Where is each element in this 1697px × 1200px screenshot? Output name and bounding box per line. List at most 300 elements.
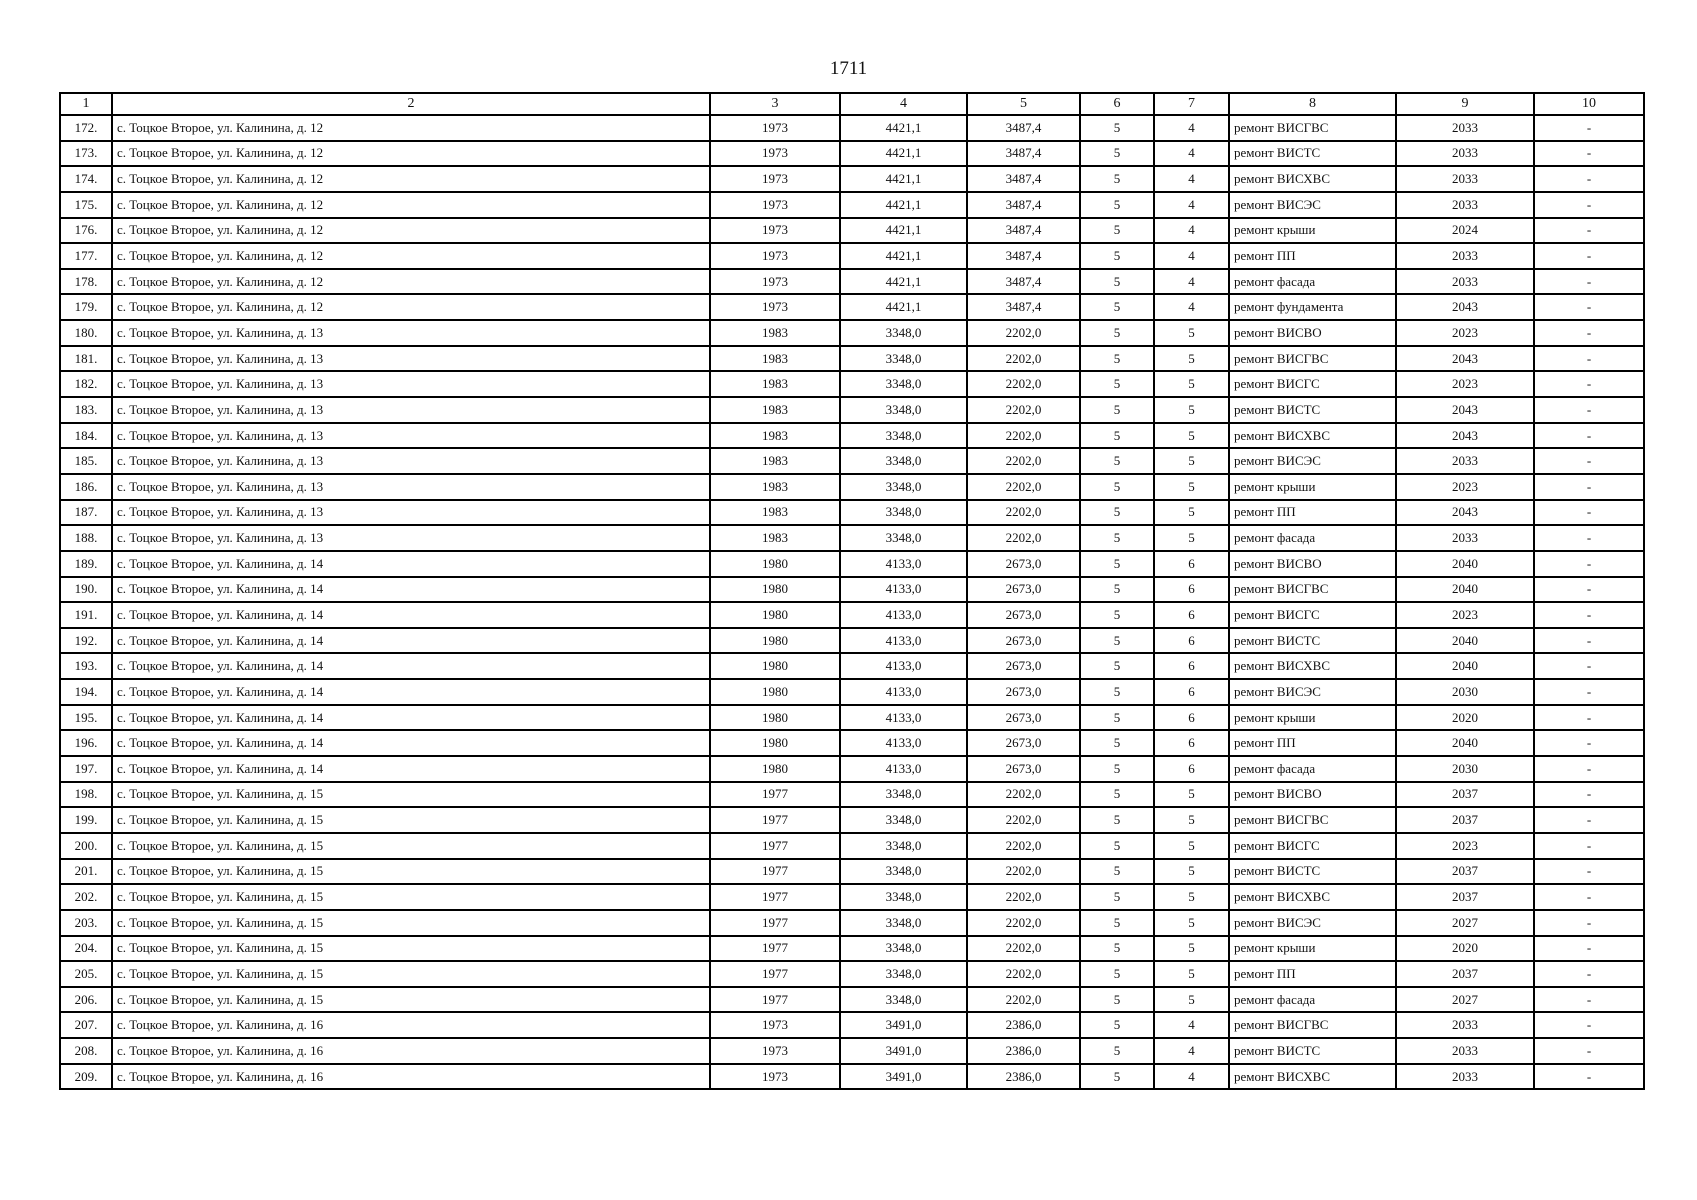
table-row <box>60 936 1644 962</box>
cell-year-built: 1983 <box>710 525 840 551</box>
cell-address: с. Тоцкое Второе, ул. Калинина, д. 12 <box>112 269 710 295</box>
cell-address: с. Тоцкое Второе, ул. Калинина, д. 12 <box>112 294 710 320</box>
cell-floors: 5 <box>1080 397 1154 423</box>
cell-living-area: 2673,0 <box>967 602 1080 628</box>
cell-work-type: ремонт фасада <box>1229 756 1396 782</box>
cell-floors: 5 <box>1080 218 1154 244</box>
cell-total-area: 3348,0 <box>840 936 967 962</box>
cell-floors: 5 <box>1080 807 1154 833</box>
cell-living-area: 2202,0 <box>967 448 1080 474</box>
table-row <box>60 577 1644 603</box>
cell-year-built: 1980 <box>710 577 840 603</box>
cell-note: - <box>1534 1012 1644 1038</box>
cell-entrances: 6 <box>1154 756 1229 782</box>
cell-year-built: 1983 <box>710 346 840 372</box>
cell-note: - <box>1534 679 1644 705</box>
cell-total-area: 4133,0 <box>840 577 967 603</box>
table-row <box>60 423 1644 449</box>
cell-planned-year: 2043 <box>1396 294 1534 320</box>
table-row <box>60 551 1644 577</box>
repair-program-table <box>59 92 1645 1090</box>
cell-note: - <box>1534 910 1644 936</box>
cell-floors: 5 <box>1080 705 1154 731</box>
cell-planned-year: 2037 <box>1396 782 1534 808</box>
cell-planned-year: 2024 <box>1396 218 1534 244</box>
cell-living-area: 2202,0 <box>967 346 1080 372</box>
cell-living-area: 2202,0 <box>967 525 1080 551</box>
cell-entrances: 4 <box>1154 1038 1229 1064</box>
cell-row-number: 173. <box>60 141 112 167</box>
cell-living-area: 3487,4 <box>967 141 1080 167</box>
table-row <box>60 1038 1644 1064</box>
cell-year-built: 1980 <box>710 551 840 577</box>
cell-total-area: 4421,1 <box>840 269 967 295</box>
cell-address: с. Тоцкое Второе, ул. Калинина, д. 14 <box>112 705 710 731</box>
cell-entrances: 6 <box>1154 602 1229 628</box>
cell-address: с. Тоцкое Второе, ул. Калинина, д. 12 <box>112 141 710 167</box>
cell-planned-year: 2033 <box>1396 269 1534 295</box>
cell-address: с. Тоцкое Второе, ул. Калинина, д. 13 <box>112 525 710 551</box>
cell-row-number: 202. <box>60 884 112 910</box>
cell-year-built: 1980 <box>710 679 840 705</box>
cell-work-type: ремонт крыши <box>1229 936 1396 962</box>
cell-entrances: 5 <box>1154 987 1229 1013</box>
cell-entrances: 6 <box>1154 653 1229 679</box>
col-header-6: 6 <box>1080 93 1154 115</box>
table-row <box>60 397 1644 423</box>
cell-living-area: 3487,4 <box>967 243 1080 269</box>
cell-address: с. Тоцкое Второе, ул. Калинина, д. 15 <box>112 987 710 1013</box>
cell-planned-year: 2033 <box>1396 192 1534 218</box>
cell-note: - <box>1534 218 1644 244</box>
table-row <box>60 705 1644 731</box>
cell-year-built: 1980 <box>710 705 840 731</box>
cell-entrances: 4 <box>1154 218 1229 244</box>
cell-row-number: 176. <box>60 218 112 244</box>
cell-note: - <box>1534 782 1644 808</box>
cell-address: с. Тоцкое Второе, ул. Калинина, д. 12 <box>112 218 710 244</box>
cell-row-number: 198. <box>60 782 112 808</box>
cell-entrances: 4 <box>1154 1064 1229 1090</box>
cell-note: - <box>1534 653 1644 679</box>
cell-year-built: 1977 <box>710 910 840 936</box>
cell-work-type: ремонт фасада <box>1229 987 1396 1013</box>
cell-note: - <box>1534 371 1644 397</box>
cell-planned-year: 2040 <box>1396 577 1534 603</box>
cell-living-area: 2202,0 <box>967 500 1080 526</box>
cell-floors: 5 <box>1080 628 1154 654</box>
cell-total-area: 3348,0 <box>840 859 967 885</box>
cell-work-type: ремонт ВИСЭС <box>1229 448 1396 474</box>
cell-living-area: 2202,0 <box>967 807 1080 833</box>
cell-living-area: 2386,0 <box>967 1064 1080 1090</box>
cell-row-number: 204. <box>60 936 112 962</box>
cell-work-type: ремонт крыши <box>1229 705 1396 731</box>
cell-work-type: ремонт ВИСХВС <box>1229 884 1396 910</box>
cell-address: с. Тоцкое Второе, ул. Калинина, д. 16 <box>112 1064 710 1090</box>
cell-living-area: 2673,0 <box>967 653 1080 679</box>
cell-planned-year: 2040 <box>1396 551 1534 577</box>
cell-note: - <box>1534 115 1644 141</box>
cell-note: - <box>1534 577 1644 603</box>
cell-address: с. Тоцкое Второе, ул. Калинина, д. 13 <box>112 371 710 397</box>
table-row <box>60 679 1644 705</box>
cell-planned-year: 2033 <box>1396 1038 1534 1064</box>
cell-row-number: 196. <box>60 730 112 756</box>
cell-row-number: 178. <box>60 269 112 295</box>
cell-living-area: 2202,0 <box>967 833 1080 859</box>
cell-work-type: ремонт ПП <box>1229 243 1396 269</box>
cell-floors: 5 <box>1080 577 1154 603</box>
cell-planned-year: 2030 <box>1396 756 1534 782</box>
cell-entrances: 6 <box>1154 679 1229 705</box>
cell-year-built: 1980 <box>710 730 840 756</box>
cell-total-area: 4133,0 <box>840 705 967 731</box>
cell-total-area: 4421,1 <box>840 115 967 141</box>
header-row <box>60 93 1644 115</box>
cell-floors: 5 <box>1080 910 1154 936</box>
cell-row-number: 180. <box>60 320 112 346</box>
cell-row-number: 194. <box>60 679 112 705</box>
cell-year-built: 1973 <box>710 243 840 269</box>
cell-planned-year: 2020 <box>1396 936 1534 962</box>
cell-floors: 5 <box>1080 987 1154 1013</box>
cell-planned-year: 2023 <box>1396 371 1534 397</box>
cell-floors: 5 <box>1080 294 1154 320</box>
cell-floors: 5 <box>1080 859 1154 885</box>
col-header-4: 4 <box>840 93 967 115</box>
cell-address: с. Тоцкое Второе, ул. Калинина, д. 13 <box>112 423 710 449</box>
cell-row-number: 190. <box>60 577 112 603</box>
cell-row-number: 192. <box>60 628 112 654</box>
cell-entrances: 6 <box>1154 628 1229 654</box>
cell-address: с. Тоцкое Второе, ул. Калинина, д. 13 <box>112 346 710 372</box>
cell-floors: 5 <box>1080 269 1154 295</box>
cell-floors: 5 <box>1080 448 1154 474</box>
cell-planned-year: 2040 <box>1396 730 1534 756</box>
cell-note: - <box>1534 500 1644 526</box>
cell-row-number: 200. <box>60 833 112 859</box>
cell-note: - <box>1534 320 1644 346</box>
cell-year-built: 1973 <box>710 141 840 167</box>
cell-note: - <box>1534 705 1644 731</box>
cell-address: с. Тоцкое Второе, ул. Калинина, д. 13 <box>112 397 710 423</box>
cell-work-type: ремонт ВИСЭС <box>1229 910 1396 936</box>
table-row <box>60 346 1644 372</box>
cell-year-built: 1977 <box>710 961 840 987</box>
cell-note: - <box>1534 987 1644 1013</box>
cell-planned-year: 2033 <box>1396 166 1534 192</box>
cell-living-area: 2202,0 <box>967 320 1080 346</box>
cell-row-number: 184. <box>60 423 112 449</box>
cell-floors: 5 <box>1080 679 1154 705</box>
cell-row-number: 208. <box>60 1038 112 1064</box>
cell-floors: 5 <box>1080 320 1154 346</box>
cell-work-type: ремонт ВИСВО <box>1229 320 1396 346</box>
cell-living-area: 2386,0 <box>967 1012 1080 1038</box>
cell-entrances: 5 <box>1154 884 1229 910</box>
cell-entrances: 4 <box>1154 141 1229 167</box>
cell-row-number: 188. <box>60 525 112 551</box>
cell-address: с. Тоцкое Второе, ул. Калинина, д. 14 <box>112 602 710 628</box>
table-row <box>60 192 1644 218</box>
cell-total-area: 3348,0 <box>840 987 967 1013</box>
cell-row-number: 177. <box>60 243 112 269</box>
cell-work-type: ремонт ВИСГВС <box>1229 346 1396 372</box>
cell-total-area: 4421,1 <box>840 141 967 167</box>
cell-floors: 5 <box>1080 166 1154 192</box>
cell-year-built: 1983 <box>710 474 840 500</box>
page-number: 1711 <box>829 58 868 79</box>
cell-planned-year: 2023 <box>1396 474 1534 500</box>
cell-row-number: 186. <box>60 474 112 500</box>
cell-planned-year: 2033 <box>1396 243 1534 269</box>
cell-entrances: 5 <box>1154 807 1229 833</box>
cell-note: - <box>1534 807 1644 833</box>
cell-total-area: 4133,0 <box>840 653 967 679</box>
cell-note: - <box>1534 397 1644 423</box>
cell-living-area: 3487,4 <box>967 115 1080 141</box>
cell-floors: 5 <box>1080 115 1154 141</box>
cell-floors: 5 <box>1080 551 1154 577</box>
cell-address: с. Тоцкое Второе, ул. Калинина, д. 14 <box>112 653 710 679</box>
table-row <box>60 500 1644 526</box>
cell-address: с. Тоцкое Второе, ул. Калинина, д. 12 <box>112 243 710 269</box>
cell-address: с. Тоцкое Второе, ул. Калинина, д. 14 <box>112 628 710 654</box>
cell-entrances: 4 <box>1154 294 1229 320</box>
cell-address: с. Тоцкое Второе, ул. Калинина, д. 14 <box>112 577 710 603</box>
cell-year-built: 1977 <box>710 936 840 962</box>
cell-year-built: 1977 <box>710 859 840 885</box>
cell-total-area: 3348,0 <box>840 807 967 833</box>
cell-planned-year: 2030 <box>1396 679 1534 705</box>
cell-address: с. Тоцкое Второе, ул. Калинина, д. 12 <box>112 166 710 192</box>
cell-total-area: 3348,0 <box>840 397 967 423</box>
cell-total-area: 3348,0 <box>840 371 967 397</box>
table-row <box>60 320 1644 346</box>
cell-note: - <box>1534 628 1644 654</box>
table-row <box>60 166 1644 192</box>
cell-entrances: 5 <box>1154 859 1229 885</box>
cell-work-type: ремонт ВИСВО <box>1229 782 1396 808</box>
cell-entrances: 5 <box>1154 961 1229 987</box>
cell-work-type: ремонт ВИСТС <box>1229 397 1396 423</box>
cell-year-built: 1973 <box>710 294 840 320</box>
cell-note: - <box>1534 448 1644 474</box>
cell-row-number: 179. <box>60 294 112 320</box>
cell-year-built: 1983 <box>710 320 840 346</box>
cell-address: с. Тоцкое Второе, ул. Калинина, д. 15 <box>112 807 710 833</box>
cell-row-number: 182. <box>60 371 112 397</box>
cell-row-number: 193. <box>60 653 112 679</box>
cell-note: - <box>1534 141 1644 167</box>
cell-row-number: 183. <box>60 397 112 423</box>
cell-year-built: 1980 <box>710 756 840 782</box>
cell-note: - <box>1534 961 1644 987</box>
cell-row-number: 185. <box>60 448 112 474</box>
cell-entrances: 5 <box>1154 397 1229 423</box>
cell-address: с. Тоцкое Второе, ул. Калинина, д. 12 <box>112 115 710 141</box>
cell-living-area: 2202,0 <box>967 936 1080 962</box>
cell-total-area: 3348,0 <box>840 884 967 910</box>
cell-year-built: 1977 <box>710 782 840 808</box>
cell-entrances: 4 <box>1154 243 1229 269</box>
cell-living-area: 3487,4 <box>967 218 1080 244</box>
table-row <box>60 115 1644 141</box>
cell-work-type: ремонт ВИСТС <box>1229 1038 1396 1064</box>
cell-note: - <box>1534 1038 1644 1064</box>
cell-entrances: 5 <box>1154 371 1229 397</box>
cell-note: - <box>1534 551 1644 577</box>
cell-note: - <box>1534 423 1644 449</box>
cell-total-area: 3348,0 <box>840 833 967 859</box>
cell-floors: 5 <box>1080 730 1154 756</box>
cell-living-area: 3487,4 <box>967 269 1080 295</box>
cell-floors: 5 <box>1080 474 1154 500</box>
cell-entrances: 4 <box>1154 1012 1229 1038</box>
col-header-8: 8 <box>1229 93 1396 115</box>
cell-total-area: 4133,0 <box>840 628 967 654</box>
cell-address: с. Тоцкое Второе, ул. Калинина, д. 14 <box>112 551 710 577</box>
table-row <box>60 1012 1644 1038</box>
cell-work-type: ремонт ВИСВО <box>1229 551 1396 577</box>
table-row <box>60 833 1644 859</box>
cell-work-type: ремонт ВИСТС <box>1229 859 1396 885</box>
cell-year-built: 1973 <box>710 218 840 244</box>
cell-address: с. Тоцкое Второе, ул. Калинина, д. 16 <box>112 1012 710 1038</box>
cell-entrances: 5 <box>1154 936 1229 962</box>
cell-work-type: ремонт крыши <box>1229 474 1396 500</box>
cell-floors: 5 <box>1080 500 1154 526</box>
table-row <box>60 961 1644 987</box>
cell-work-type: ремонт ВИСГС <box>1229 371 1396 397</box>
cell-total-area: 3348,0 <box>840 500 967 526</box>
cell-floors: 5 <box>1080 243 1154 269</box>
cell-entrances: 4 <box>1154 269 1229 295</box>
cell-note: - <box>1534 602 1644 628</box>
cell-note: - <box>1534 269 1644 295</box>
cell-planned-year: 2033 <box>1396 1012 1534 1038</box>
cell-entrances: 5 <box>1154 500 1229 526</box>
cell-work-type: ремонт ВИСГС <box>1229 602 1396 628</box>
cell-row-number: 189. <box>60 551 112 577</box>
cell-address: с. Тоцкое Второе, ул. Калинина, д. 15 <box>112 884 710 910</box>
cell-work-type: ремонт фасада <box>1229 269 1396 295</box>
col-header-5: 5 <box>967 93 1080 115</box>
table-body <box>60 115 1644 1089</box>
cell-total-area: 4133,0 <box>840 551 967 577</box>
cell-row-number: 205. <box>60 961 112 987</box>
table-row <box>60 859 1644 885</box>
cell-year-built: 1973 <box>710 1038 840 1064</box>
cell-address: с. Тоцкое Второе, ул. Калинина, д. 13 <box>112 474 710 500</box>
cell-total-area: 4421,1 <box>840 218 967 244</box>
cell-planned-year: 2037 <box>1396 961 1534 987</box>
cell-floors: 5 <box>1080 936 1154 962</box>
col-header-10: 10 <box>1534 93 1644 115</box>
cell-total-area: 3348,0 <box>840 320 967 346</box>
col-header-9: 9 <box>1396 93 1534 115</box>
cell-entrances: 4 <box>1154 192 1229 218</box>
col-header-3: 3 <box>710 93 840 115</box>
cell-row-number: 175. <box>60 192 112 218</box>
cell-total-area: 3348,0 <box>840 448 967 474</box>
cell-total-area: 3491,0 <box>840 1064 967 1090</box>
table-row <box>60 782 1644 808</box>
cell-note: - <box>1534 730 1644 756</box>
table-row <box>60 987 1644 1013</box>
cell-planned-year: 2043 <box>1396 397 1534 423</box>
cell-planned-year: 2043 <box>1396 346 1534 372</box>
cell-entrances: 5 <box>1154 346 1229 372</box>
cell-floors: 5 <box>1080 1012 1154 1038</box>
cell-note: - <box>1534 884 1644 910</box>
cell-total-area: 3348,0 <box>840 474 967 500</box>
cell-entrances: 6 <box>1154 730 1229 756</box>
cell-note: - <box>1534 166 1644 192</box>
table-row <box>60 525 1644 551</box>
cell-living-area: 2202,0 <box>967 859 1080 885</box>
cell-work-type: ремонт ВИСГС <box>1229 833 1396 859</box>
cell-planned-year: 2043 <box>1396 423 1534 449</box>
cell-planned-year: 2023 <box>1396 602 1534 628</box>
cell-living-area: 2202,0 <box>967 782 1080 808</box>
cell-entrances: 5 <box>1154 782 1229 808</box>
cell-living-area: 2673,0 <box>967 551 1080 577</box>
cell-row-number: 174. <box>60 166 112 192</box>
cell-address: с. Тоцкое Второе, ул. Калинина, д. 15 <box>112 782 710 808</box>
cell-row-number: 209. <box>60 1064 112 1090</box>
cell-entrances: 6 <box>1154 551 1229 577</box>
cell-row-number: 191. <box>60 602 112 628</box>
cell-floors: 5 <box>1080 756 1154 782</box>
cell-row-number: 181. <box>60 346 112 372</box>
cell-floors: 5 <box>1080 371 1154 397</box>
cell-address: с. Тоцкое Второе, ул. Калинина, д. 12 <box>112 192 710 218</box>
cell-note: - <box>1534 192 1644 218</box>
table-row <box>60 294 1644 320</box>
cell-living-area: 2673,0 <box>967 730 1080 756</box>
cell-year-built: 1973 <box>710 1064 840 1090</box>
cell-living-area: 2202,0 <box>967 961 1080 987</box>
cell-note: - <box>1534 346 1644 372</box>
table-row <box>60 602 1644 628</box>
cell-living-area: 3487,4 <box>967 294 1080 320</box>
cell-floors: 5 <box>1080 423 1154 449</box>
cell-floors: 5 <box>1080 961 1154 987</box>
cell-row-number: 203. <box>60 910 112 936</box>
cell-work-type: ремонт ВИСХВС <box>1229 1064 1396 1090</box>
cell-living-area: 2202,0 <box>967 474 1080 500</box>
cell-total-area: 3348,0 <box>840 910 967 936</box>
table-row <box>60 807 1644 833</box>
cell-row-number: 195. <box>60 705 112 731</box>
cell-year-built: 1980 <box>710 602 840 628</box>
cell-note: - <box>1534 936 1644 962</box>
cell-address: с. Тоцкое Второе, ул. Калинина, д. 13 <box>112 448 710 474</box>
cell-living-area: 2673,0 <box>967 628 1080 654</box>
cell-entrances: 5 <box>1154 448 1229 474</box>
cell-work-type: ремонт ВИСХВС <box>1229 166 1396 192</box>
cell-work-type: ремонт ВИСТС <box>1229 628 1396 654</box>
cell-work-type: ремонт фасада <box>1229 525 1396 551</box>
cell-note: - <box>1534 1064 1644 1090</box>
cell-entrances: 4 <box>1154 115 1229 141</box>
cell-row-number: 187. <box>60 500 112 526</box>
table-row <box>60 756 1644 782</box>
cell-note: - <box>1534 833 1644 859</box>
cell-living-area: 3487,4 <box>967 166 1080 192</box>
